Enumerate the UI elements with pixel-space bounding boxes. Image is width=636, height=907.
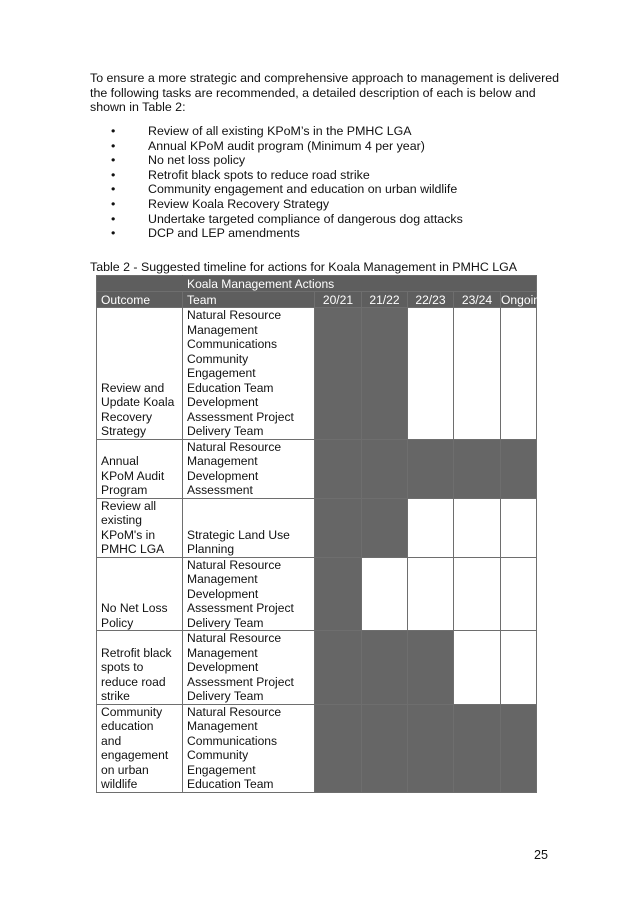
- task-item: [90, 153, 560, 168]
- column-header-outcome: Outcome: [97, 292, 183, 308]
- scheduled-period-cell: [362, 439, 408, 498]
- outcome-cell: Retrofit black spots to reduce road strike: [97, 631, 183, 705]
- task-text: Community engagement and education on urban wildlife: [148, 182, 458, 197]
- table-group-header-row: [97, 276, 537, 292]
- scheduled-period-cell: [315, 631, 362, 705]
- unscheduled-period-cell: [454, 308, 501, 440]
- group-header: Koala Management Actions: [183, 276, 537, 292]
- scheduled-period-cell: [408, 631, 454, 705]
- unscheduled-period-cell: [408, 557, 454, 631]
- outcome-cell: No Net Loss Policy: [97, 557, 183, 631]
- task-text: DCP and LEP amendments: [148, 226, 300, 241]
- table-column-header-row: [97, 292, 537, 308]
- unscheduled-period-cell: [408, 498, 454, 557]
- scheduled-period-cell: [501, 704, 537, 792]
- team-cell: Natural Resource Management Development Assessment Project Delivery Team: [183, 631, 315, 705]
- task-item: [90, 212, 560, 227]
- unscheduled-period-cell: [454, 498, 501, 557]
- unscheduled-period-cell: [501, 498, 537, 557]
- unscheduled-period-cell: [408, 308, 454, 440]
- scheduled-period-cell: [408, 439, 454, 498]
- bullet-icon: •: [111, 124, 116, 138]
- table-row: [97, 439, 537, 498]
- timeline-table-body: [97, 308, 537, 793]
- team-cell: Natural Resource Management Development Assessment: [183, 439, 315, 498]
- team-cell: Strategic Land Use Planning: [183, 498, 315, 557]
- outcome-cell: Review and Update Koala Recovery Strategy: [97, 308, 183, 440]
- scheduled-period-cell: [315, 308, 362, 440]
- task-item: [90, 197, 560, 212]
- bullet-icon: •: [111, 182, 116, 197]
- scheduled-period-cell: [315, 704, 362, 792]
- bullet-icon: •: [111, 153, 116, 168]
- task-text: Retrofit black spots to reduce road strike: [148, 167, 370, 182]
- header-blank-cell: [97, 276, 183, 292]
- task-list: [90, 124, 560, 241]
- bullet-icon: •: [111, 226, 116, 241]
- outcome-cell: Review all existing KPoM's in PMHC LGA: [97, 498, 183, 557]
- scheduled-period-cell: [315, 498, 362, 557]
- bullet-icon: •: [111, 211, 116, 226]
- team-cell: Natural Resource Management Development Assessment Project Delivery Team: [183, 557, 315, 631]
- bullet-icon: •: [111, 138, 116, 153]
- unscheduled-period-cell: [501, 557, 537, 631]
- task-text: Undertake targeted compliance of dangerous dog attacks: [148, 211, 463, 226]
- scheduled-period-cell: [454, 439, 501, 498]
- unscheduled-period-cell: [454, 557, 501, 631]
- table-caption: Table 2 - Suggested timeline for actions for Koala Management in PMHC LGA: [90, 260, 518, 274]
- unscheduled-period-cell: [362, 557, 408, 631]
- timeline-table: [96, 275, 547, 793]
- table-row: [97, 557, 537, 631]
- task-text: Review Koala Recovery Strategy: [148, 196, 330, 211]
- column-header-year: 21/22: [362, 292, 408, 308]
- table-row: [97, 498, 537, 557]
- outcome-cell: Annual KPoM Audit Program: [97, 439, 183, 498]
- table-row: [97, 308, 537, 440]
- outcome-cell: Community education and engagement on urban wildlife: [97, 704, 183, 792]
- team-cell: Natural Resource Management Communications Community Engagement Education Team Development Assessment Project Delivery Team: [183, 308, 315, 440]
- task-text: No net loss policy: [148, 153, 246, 168]
- intro-paragraph: To ensure a more strategic and comprehensive approach to management is delivered the following tasks are recommended, a detailed description of each is below and shown in Table 2:: [90, 71, 560, 114]
- scheduled-period-cell: [362, 498, 408, 557]
- column-header-team: Team: [183, 292, 315, 308]
- bullet-icon: •: [111, 167, 116, 182]
- column-header-ongoing: Ongoing: [501, 292, 547, 307]
- page-number: 25: [534, 848, 549, 862]
- task-text: Review of all existing KPoM’s in the PMHC LGA: [148, 124, 412, 138]
- unscheduled-period-cell: [454, 631, 501, 705]
- bullet-icon: •: [111, 196, 116, 211]
- scheduled-period-cell: [362, 631, 408, 705]
- scheduled-period-cell: [454, 704, 501, 792]
- column-header-year: 20/21: [315, 292, 362, 308]
- task-item: [90, 182, 560, 197]
- team-cell: Natural Resource Management Communications Community Engagement Education Team: [183, 704, 315, 792]
- scheduled-period-cell: [362, 308, 408, 440]
- scheduled-period-cell: [315, 439, 362, 498]
- task-item: [90, 124, 560, 139]
- table-row: [97, 631, 537, 705]
- column-header-year: 22/23: [408, 292, 454, 308]
- column-header-year: 23/24: [454, 292, 501, 308]
- unscheduled-period-cell: [501, 631, 537, 705]
- scheduled-period-cell: [501, 439, 537, 498]
- scheduled-period-cell: [362, 704, 408, 792]
- scheduled-period-cell: [408, 704, 454, 792]
- task-item: [90, 139, 560, 154]
- scheduled-period-cell: [315, 557, 362, 631]
- task-text: Annual KPoM audit program (Minimum 4 per year): [148, 138, 425, 153]
- task-item: [90, 168, 560, 183]
- task-item: [90, 226, 560, 241]
- unscheduled-period-cell: [501, 308, 537, 440]
- table-row: [97, 704, 537, 792]
